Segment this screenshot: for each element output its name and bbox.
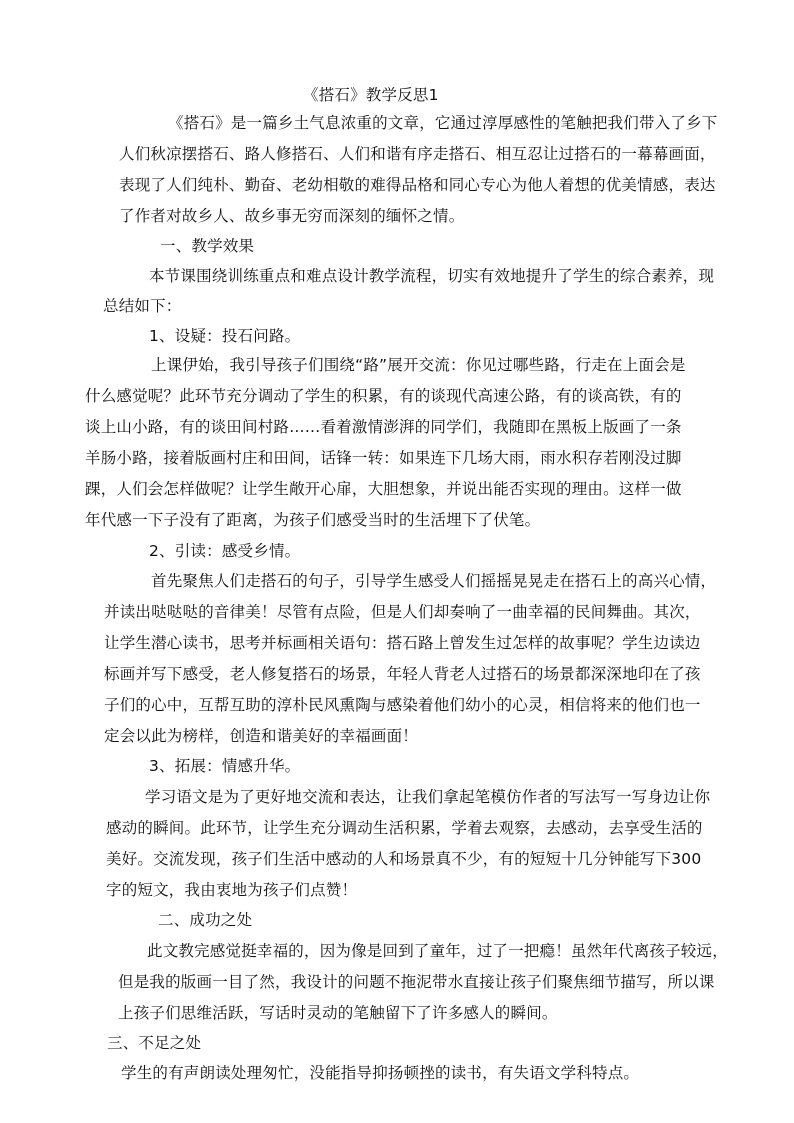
section-heading-successes: 二、成功之处: [158, 911, 253, 929]
item2-line: 让学生潜心读书，思考并标画相关语句：搭石路上曾发生过怎样的故事呢？学生边读边: [104, 634, 701, 652]
section2-line: 上孩子们思维活跃，写话时灵动的笔触留下了许多感人的瞬间。: [118, 1004, 558, 1022]
section2-line: 此文教完感觉挺幸福的，因为像是回到了童年，过了一把瘾！虽然年代离孩子较远，: [147, 942, 728, 960]
item1-line: 上课伊始，我引导孩子们围绕“路”展开交流：你见过哪些路，行走在上面会是: [151, 356, 686, 374]
section-heading-teaching-effect: 一、教学效果: [160, 237, 255, 255]
intro-line: 了作者对故乡人、故乡事无穷而深刻的缅怀之情。: [119, 207, 465, 225]
item-heading-questioning: 1、设疑：投石问路。: [149, 327, 301, 345]
item2-line: 首先聚焦人们走搭石的句子，引导学生感受人们摇摇晃晃走在搭石上的高兴心情，: [151, 572, 717, 590]
item-heading-guided-reading: 2、引读：感受乡情。: [149, 542, 301, 560]
intro-line: 人们秋凉摆搭石、路人修搭石、人们和谐有序走搭石、相互忍让过搭石的一幕幕画面，: [119, 145, 716, 163]
item3-line: 感动的瞬间。此环节，让学生充分调动生活积累，学着去观察，去感动，去享受生活的: [106, 819, 703, 837]
item1-line: 踝，人们会怎样做呢？让学生敞开心扉，大胆想象，并说出能否实现的理由。这样一做: [85, 480, 682, 498]
document-title: 《搭石》教学反思1: [303, 86, 439, 104]
item2-line: 定会以此为榜样，创造和谐美好的幸福画面！: [104, 727, 419, 745]
intro-line: 《搭石》是一篇乡土气息浓重的文章，它通过淳厚感性的笔触把我们带入了乡下: [168, 114, 718, 132]
item1-line: 年代感一下子没有了距离，为孩子们感受当时的生活埋下了伏笔。: [85, 511, 541, 529]
section3-line: 学生的有声朗读处理匆忙，没能指导抑扬顿挫的读书，有失语文学科特点。: [121, 1064, 640, 1082]
item-heading-extension: 3、拓展：情感升华。: [149, 757, 301, 775]
item2-line: 标画并写下感受，老人修复搭石的场景，年轻人背老人过搭石的场景都深深地印在了孩: [104, 665, 701, 683]
item1-line: 羊肠小路，接着版画村庄和田间，话锋一转：如果连下几场大雨，雨水积存若刚没过脚: [85, 449, 682, 467]
section-heading-shortcomings: 三、不足之处: [107, 1034, 202, 1052]
item3-line: 字的短文，我由衷地为孩子们点赞！: [106, 881, 358, 899]
intro-line: 表现了人们纯朴、勤奋、老幼相敬的难得品格和同心专心为他人着想的优美情感，表达: [119, 176, 716, 194]
section2-line: 但是我的版画一目了然，我设计的问题不拖泥带水直接让孩子们聚焦细节描写，所以课: [118, 973, 715, 991]
item2-line: 子们的心中，互帮互助的淳朴民风熏陶与感染着他们幼小的心灵，相信将来的他们也一: [104, 696, 701, 714]
item3-line: 美好。交流发现，孩子们生活中感动的人和场景真不少，有的短短十几分钟能写下300: [106, 850, 702, 868]
item1-line: 什么感觉呢？此环节充分调动了学生的积累，有的谈现代高速公路，有的谈高铁，有的: [85, 387, 682, 405]
item3-line: 学习语文是为了更好地交流和表达，让我们拿起笔模仿作者的写法写一写身边让你: [145, 788, 711, 806]
section1-intro-line: 本节课围绕训练重点和难点设计教学流程，切实有效地提升了学生的综合素养，现: [149, 267, 715, 285]
section1-intro-line: 总结如下：: [103, 297, 182, 315]
item2-line: 并读出哒哒哒的音律美！尽管有点险，但是人们却奏响了一曲幸福的民间舞曲。其次，: [104, 603, 701, 621]
item1-line: 谈上山小路，有的谈田间村路……看着激情澎湃的同学们，我随即在黑板上版画了一条: [85, 418, 682, 436]
